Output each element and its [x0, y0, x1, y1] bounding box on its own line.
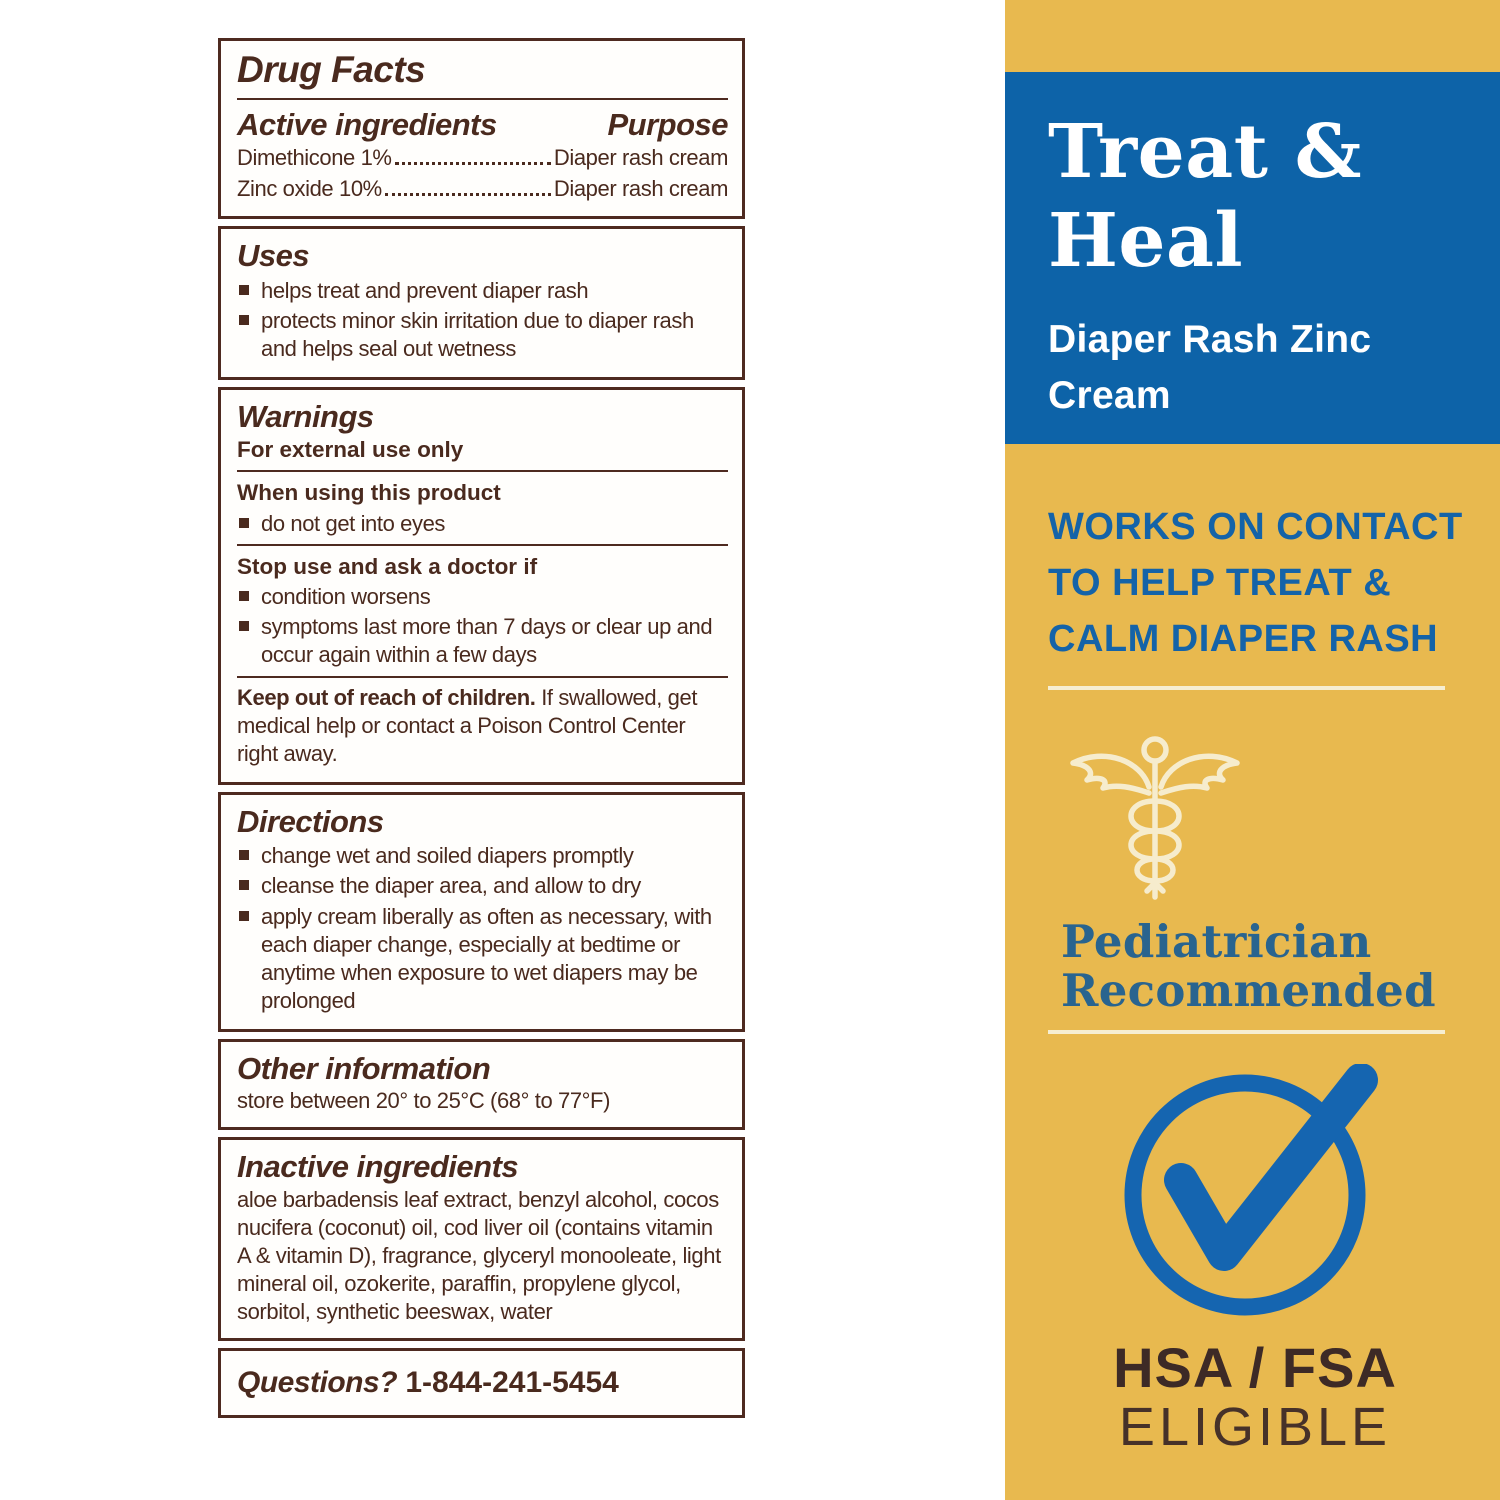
rule	[237, 470, 728, 472]
stop-use-bullet: symptoms last more than 7 days or clear up and occur again within a few days	[237, 613, 728, 669]
directions-bullet: change wet and soiled diapers promptly	[237, 842, 728, 870]
marketing-panel	[1005, 0, 1500, 1500]
hsa-fsa-text: HSA / FSA	[1113, 1336, 1397, 1399]
questions-section	[218, 1348, 745, 1418]
pediatrician-line1: Pediatrician	[1061, 915, 1372, 968]
pediatrician-line2: Recommended	[1061, 963, 1436, 1017]
uses-bullet: protects minor skin irritation due to diaper rash and helps seal out wetness	[237, 307, 728, 363]
inactive-ingredients-section	[218, 1137, 745, 1341]
warnings-section	[218, 387, 745, 785]
headline	[1048, 108, 1480, 286]
active-ingredient-row	[237, 174, 728, 205]
uses-bullet: helps treat and prevent diaper rash	[237, 277, 728, 305]
product-subtitle	[1048, 312, 1480, 425]
divider	[1048, 1030, 1445, 1034]
inactive-ingredients-title: Inactive ingredients	[237, 1149, 519, 1185]
claim-line2: TO HELP TREAT &	[1048, 561, 1392, 604]
directions-title: Directions	[237, 804, 384, 840]
when-using-title: When using this product	[237, 480, 501, 506]
active-ingredients-header: Active ingredients	[237, 106, 497, 142]
drug-facts-label	[218, 38, 745, 1425]
active-ingredient-row	[237, 143, 728, 174]
claim-line3: CALM DIAPER RASH	[1048, 617, 1439, 660]
divider	[1048, 686, 1445, 690]
when-using-bullet: do not get into eyes	[237, 510, 728, 538]
keep-out-of-reach-text	[237, 684, 728, 768]
uses-section	[218, 226, 745, 380]
questions-label: Questions?	[237, 1366, 398, 1400]
rule	[237, 544, 728, 546]
subtitle-line2: Cream	[1048, 374, 1171, 418]
pediatrician-recommended-text	[1061, 915, 1436, 1017]
active-name: Zinc oxide 10%	[237, 175, 382, 201]
directions-section	[218, 792, 745, 1032]
active-purpose: Diaper rash cream	[553, 144, 728, 170]
headline-line2: Heal	[1048, 197, 1244, 284]
dot-leader	[395, 162, 551, 165]
eligible-text: ELIGIBLE	[1118, 1397, 1392, 1457]
check-circle-icon	[1121, 1064, 1383, 1324]
caduceus-icon	[1061, 735, 1249, 903]
subtitle-line1: Diaper Rash Zinc	[1048, 317, 1372, 361]
inactive-ingredients-text: aloe barbadensis leaf extract, benzyl alcohol, cocos nucifera (coconut) oil, cod liver oil (contains vitamin A & vitamin D), fragrance, glyceryl monooleate, light mineral oil, ozokerite, paraffin, propylene glycol, sorbitol, synthetic beeswax, water	[237, 1186, 721, 1325]
stop-use-title: Stop use and ask a doctor if	[237, 553, 538, 579]
claim-line1: WORKS ON CONTACT	[1048, 506, 1463, 548]
other-information-section	[218, 1039, 745, 1130]
active-purpose: Diaper rash cream	[553, 175, 728, 201]
dot-leader	[385, 193, 551, 196]
drug-facts-header-section	[218, 38, 745, 219]
directions-bullet: cleanse the diaper area, and allow to dry	[237, 872, 728, 900]
rule	[237, 98, 728, 100]
uses-title: Uses	[237, 238, 310, 274]
headline-line1: Treat &	[1048, 109, 1362, 195]
external-use-text: For external use only	[237, 437, 464, 463]
active-name: Dimethicone 1%	[237, 144, 392, 170]
other-information-title: Other information	[237, 1051, 491, 1087]
purpose-header: Purpose	[607, 106, 728, 142]
claim-text	[1048, 500, 1463, 668]
rule	[237, 676, 728, 678]
keep-out-rest: If swallowed, get medical help or contact a Poison Control Center right away.	[237, 684, 698, 766]
stop-use-bullet: condition worsens	[237, 583, 728, 611]
keep-out-bold: Keep out of reach of children.	[237, 684, 536, 710]
storage-text: store between 20° to 25°C (68° to 77°F)	[237, 1088, 611, 1114]
drug-facts-title: Drug Facts	[237, 49, 426, 90]
headline-banner	[1005, 72, 1500, 444]
directions-bullet: apply cream liberally as often as necessary, with each diaper change, especially at bedtime or anytime when exposure to wet diapers may be prolonged	[237, 903, 728, 1016]
hsa-fsa-badge	[1060, 1336, 1450, 1458]
warnings-title: Warnings	[237, 398, 374, 434]
questions-phone: 1-844-241-5454	[405, 1366, 619, 1400]
